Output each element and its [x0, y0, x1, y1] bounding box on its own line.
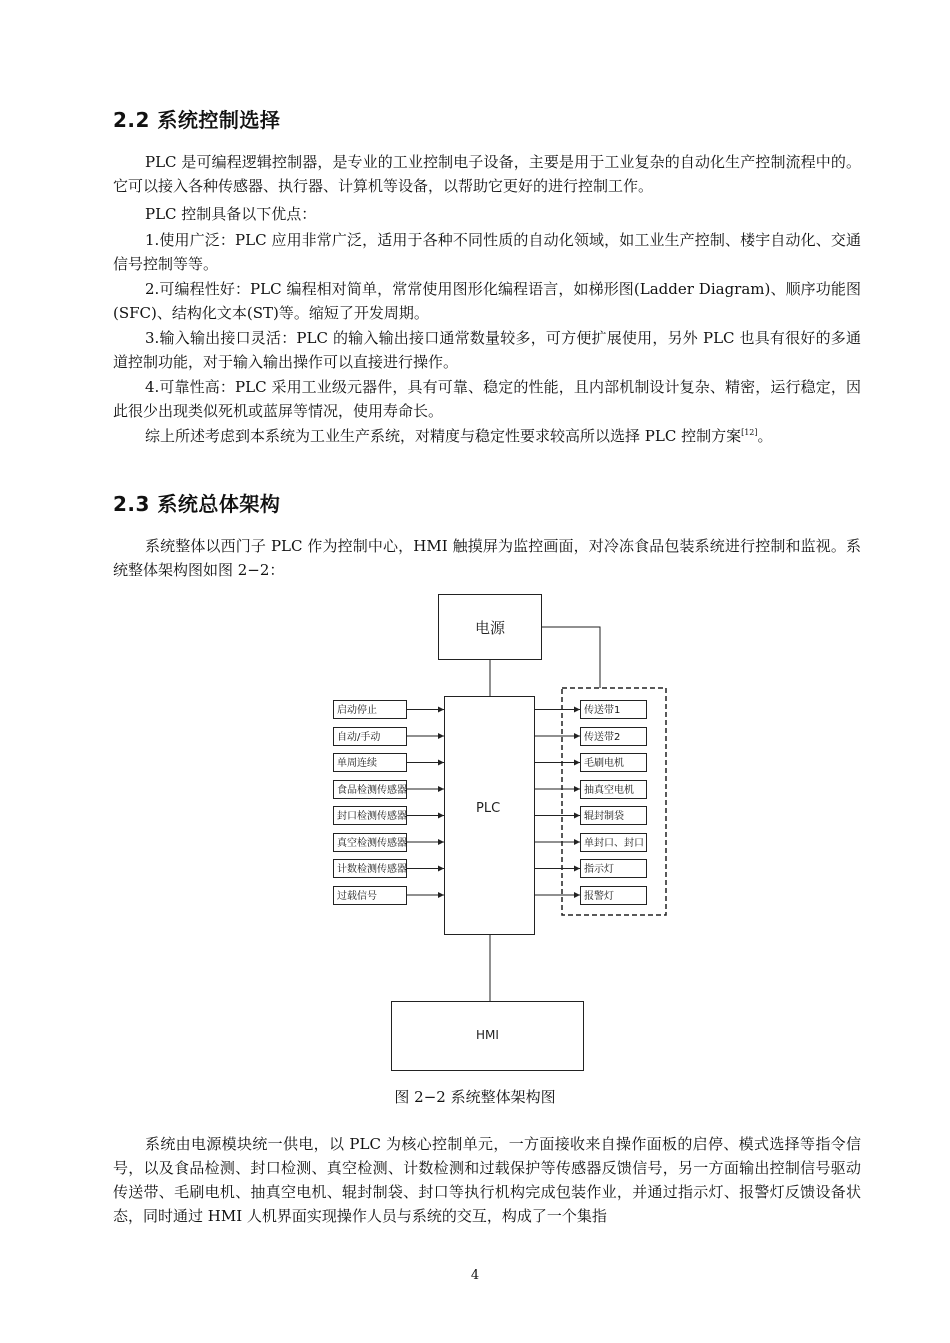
input-box [333, 806, 407, 825]
output-box [580, 700, 647, 719]
input-label: 食品检测传感器 [337, 784, 407, 796]
input-label: 启动停止 [337, 705, 377, 716]
paragraph-system-description: 系统由电源模块统一供电，以 PLC 为核心控制单元，一方面接收来自操作面板的启停、模式选择等指令信号，以及食品检测、封口检测、真空检测、计数检测和过载保护等传感器反馈信号，另一方面输出控制信号驱动传送带、毛刷电机、抽真空电机、辊封制袋、封口等执行机构完成包装作业，并通过指示灯、报警灯反馈设备状态，同时通过 HMI 人机界面实现操作人员与系统的交互，构成了一个集指 [113, 1135, 861, 1225]
output-box [580, 806, 647, 825]
section-heading-2-2: 2.2 系统控制选择 [113, 108, 281, 132]
output-connectors [535, 707, 580, 899]
paragraph-advantage-1: 1.使用广泛：PLC 应用非常广泛，适用于各种不同性质的自动化领域，如工业生产控制、楼宇自动化、交通信号控制等等。 [113, 231, 861, 273]
output-label: 传送带2 [584, 731, 621, 743]
input-connectors [407, 707, 444, 899]
section-heading-2-3: 2.3 系统总体架构 [113, 492, 281, 516]
input-label: 真空检测传感器 [337, 837, 407, 849]
power-box [438, 594, 542, 660]
output-box [580, 753, 647, 772]
output-box [580, 727, 647, 746]
paragraph-advantage-2: 2.可编程性好：PLC 编程相对简单，常常使用图形化编程语言，如梯形图(Ladder Diagram)、顺序功能图(SFC)、结构化文本(ST)等。缩短了开发周期。 [113, 280, 861, 322]
page-number: 4 [470, 1268, 480, 1283]
input-box [333, 700, 407, 719]
conclusion-text: 综上所述考虑到本系统为工业生产系统，对精度与稳定性要求较高所以选择 PLC 控制方案 [145, 427, 742, 445]
input-box [333, 727, 407, 746]
citation-12: [12] [741, 428, 758, 437]
conclusion-end: 。 [757, 427, 773, 445]
paragraph-advantage-3: 3.输入输出接口灵活：PLC 的输入输出接口通常数量较多，可方便扩展使用，另外 PLC 也具有很好的多通道控制功能，对于输入输出操作可以直接进行操作。 [113, 329, 861, 371]
input-label: 自动/手动 [337, 731, 381, 743]
input-label: 封口检测传感器 [337, 811, 407, 822]
output-label: 毛刷电机 [584, 758, 624, 769]
input-box [333, 833, 407, 852]
hmi-box [391, 1001, 584, 1071]
output-label: 指示灯 [584, 864, 614, 875]
paragraph-conclusion [113, 424, 861, 448]
input-box [333, 780, 407, 799]
output-label: 抽真空电机 [584, 784, 634, 796]
output-box [580, 886, 647, 905]
paragraph-architecture-intro: 系统整体以西门子 PLC 作为控制中心，HMI 触摸屏为监控画面，对冷冻食品包装系统进行控制和监视。系统整体架构图如图 2−2： [113, 537, 861, 579]
input-box [333, 886, 407, 905]
hmi-label: HMI [476, 1028, 499, 1042]
paragraph-advantages-intro: PLC 控制具备以下优点： [145, 205, 317, 223]
plc-label: PLC [476, 801, 501, 816]
plc-box [444, 696, 535, 935]
input-label: 单周连续 [337, 758, 377, 769]
input-label: 计数检测传感器 [337, 864, 407, 875]
input-box [333, 753, 407, 772]
output-box [580, 780, 647, 799]
figure-caption: 图 2−2 系统整体架构图 [394, 1088, 556, 1106]
paragraph-advantage-4: 4.可靠性高：PLC 采用工业级元器件，具有可靠、稳定的性能，且内部机制设计复杂、精密，运行稳定，因此很少出现类似死机或蓝屏等情况，使用寿命长。 [113, 378, 861, 420]
paragraph-plc-intro: PLC 是可编程逻辑控制器，是专业的工业控制电子设备，主要是用于工业复杂的自动化生产控制流程中的。它可以接入各种传感器、执行器、计算机等设备，以帮助它更好的进行控制工作。 [113, 153, 861, 195]
output-box [580, 859, 647, 878]
architecture-diagram [0, 585, 950, 1085]
output-label: 报警灯 [584, 890, 614, 902]
input-box [333, 859, 407, 878]
output-label: 辊封制袋 [584, 811, 624, 822]
output-label: 单封口、封口 [584, 837, 644, 849]
output-label: 传送带1 [584, 705, 621, 716]
output-box [580, 833, 647, 852]
power-label: 电源 [475, 619, 506, 637]
input-label: 过载信号 [337, 890, 377, 902]
